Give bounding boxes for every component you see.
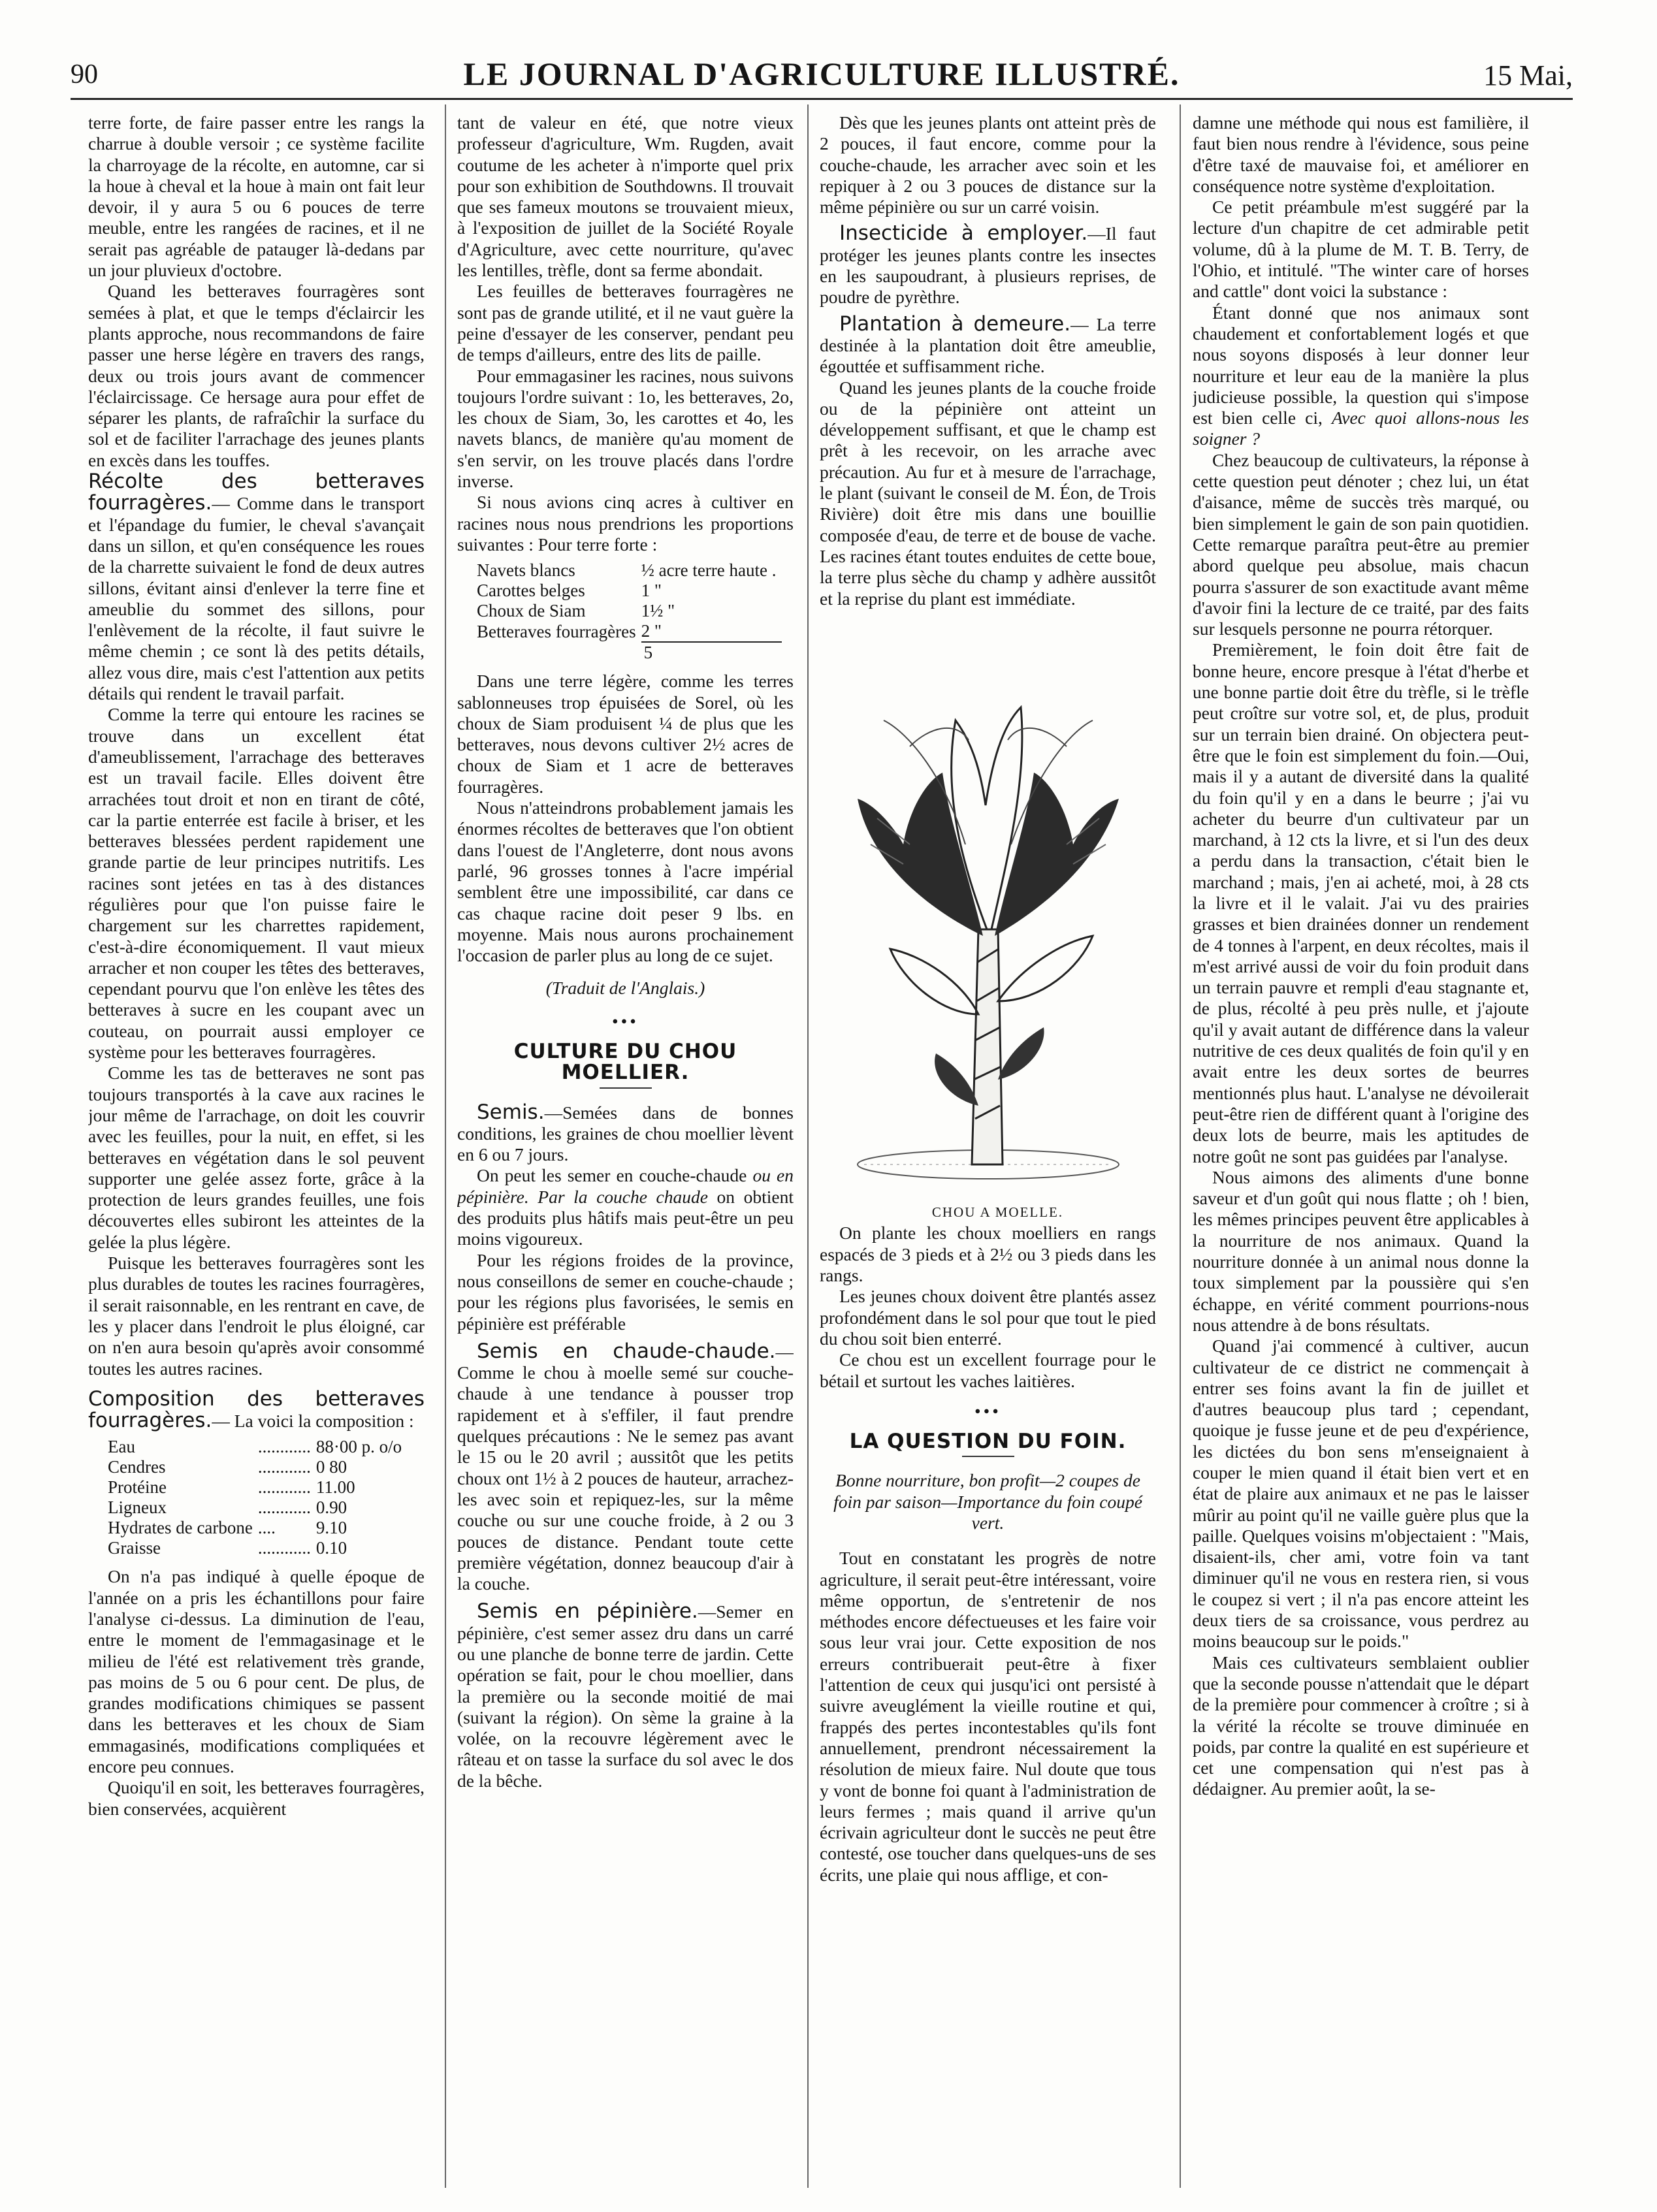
issue-date: 15 Mai,	[1483, 59, 1573, 91]
column-rule-3	[1180, 104, 1181, 2188]
paragraph: Les jeunes choux doivent être plantés assez profondément dans le sol pour que tout le pied du chou soit bien enterré.	[820, 1286, 1156, 1349]
paragraph-italic: Avec quoi allons-nous les soigner ?	[1193, 408, 1529, 449]
paragraph: Quand les betteraves fourragères sont semées à plat, et que le temps d'éclaircir les plants approche, nous recommandons de faire passer une herse légère en travers des rangs, deux ou trois jours avant de commencer l'éclaircissage. Ce hersage aura pour effet de séparer les plants, de rafraîchir la surface du sol et de faciliter l'arrachage des jeunes plants en excès dans les touffes.	[88, 281, 425, 470]
paragraph: — La voici la composition :	[212, 1411, 414, 1432]
section-ornament: •••	[612, 1010, 639, 1031]
page-number: 90	[71, 59, 98, 89]
column-1	[88, 112, 425, 2186]
section-heading: Plantation à demeure.	[839, 312, 1071, 336]
paragraph: Dès que les jeunes plants ont atteint près de 2 pouces, il faut encore, comme pour la couche-chaude, les arracher avec soin et les repiquer à 2 ou 3 pouces de distance sur la même pépinière ou sur un carré voisin.	[820, 112, 1156, 217]
paragraph: tant de valeur en été, que notre vieux professeur d'agriculture, Wm. Rugden, avait coutume de les acheter à n'importe quel prix pour son exhibition de Southdowns. Il trouvait que ses fameux moutons se trouvaient mieux, à l'exposition de juillet de la Société Royale d'Agriculture, avec cette nourriture, qu'avec les lentilles, trèfle, dont sa ferme abondait.	[457, 112, 794, 281]
paragraph: terre forte, de faire passer entre les rangs la charrue à double versoir ; ce système facilite la charroyage de la récolte, en automne, car si la houe à cheval et la houe à main ont fait leur devoir, il y aura 5 ou 6 pouces de terre meuble, entre les rangées de racines, et il ne serait pas agréable de patauger là-dedans par un jour pluvieux d'octobre.	[88, 112, 425, 281]
table-row: Hydrates de carbone .... 9.10	[108, 1518, 407, 1538]
page-header	[71, 55, 1573, 101]
table-row: Protéine ............ 11.00	[108, 1477, 407, 1498]
paragraph: Comme la terre qui entoure les racines se trouve dans un excellent état d'ameublissement, l'arrachage des betteraves est un travail facile. Elles doivent être arrachées tout droit et non en tirant de côté, car la partie enterrée est facile à briser, et les betteraves blessées perdent rapidement une grande partie de leur principes nutritifs. Les racines sont jetées en tas à des distances régulières pour que l'on puisse faire le chargement sur les charrettes rapidement, c'est-à-dire économiquement. Il vaut mieux arracher et non couper les têtes des betteraves, cependant pourvu que l'on enlève les têtes des betteraves à sucre en les coupant avec un couteau, on pourrait aussi employer ce système pour les betteraves fourragères.	[88, 704, 425, 1063]
table-row	[477, 621, 782, 642]
table-cell: Cendres	[108, 1457, 166, 1477]
table-cell: Protéine	[108, 1477, 167, 1498]
paragraph: —Semées dans de bonnes conditions, les graines de chou moellier lèvent en 6 ou 7 jours.	[457, 1102, 794, 1165]
table-row: Cendres ............ 0 80	[108, 1457, 407, 1477]
title-rule	[600, 1087, 652, 1089]
column-2	[457, 112, 794, 2186]
paragraph: Ce petit préambule m'est suggéré par la lecture d'un chapitre de cet admirable petit volume, dû à la plume de M. T. B. Terry, de l'Ohio, et intitulé. "The winter care of horses and cattle" dont voici la substance :	[1193, 197, 1529, 302]
paragraph: — Comme dans le transport et l'épandage du fumier, le cheval s'avançait dans un sillon, et qu'en conséquence les roues de la charrette suivaient le fond de deux autres sillons, évitant ainsi d'enlever la terre fine et ameublie du sommet des sillons, pour l'enlèvement de la récolte, il faut suivre le même chemin ; ce sont là des petits détails, allez vous dire, mais c'est l'attention aux petits détails qui rendent le travail parfait.	[88, 493, 425, 704]
table-cell: Graisse	[108, 1538, 161, 1558]
paragraph: Quand j'ai commencé à cultiver, aucun cultivateur de ce district ne commençait à entrer ses foins avant la fin de juillet et d'autres beaucoup plus tard ; cependant, quoique je fusse jeune et de peu d'expérience, les dictées du bon sens m'enseignaient à couper le mien quand il était bien vert et en état de plaire aux animaux et ne pas le laisser mûrir au point qu'il ne vaille guère plus que la paille. Quelques voisins m'objectaient : "Mais, disaient-ils, cher ami, votre foin va tant diminuer qu'il ne vous en restera rien, si vous le coupez si vert ; il n'a pas encore atteint les deux tiers de sa croissance, vous perdrez au moins beaucoup sur le poids."	[1193, 1336, 1529, 1652]
table-cell: Hydrates de carbone	[108, 1518, 253, 1538]
paragraph: Si nous avions cinq acres à cultiver en racines nous nous prendrions les proportions suivantes : Pour terre forte :	[457, 492, 794, 554]
article-title: CULTURE DU CHOU MOELLIER.	[513, 1039, 737, 1085]
table-total: 5	[641, 642, 782, 663]
composition-table	[108, 1437, 407, 1558]
paragraph: — La terre destinée à la plantation doit être ameublie, égouttée et suffisamment riche.	[820, 313, 1156, 377]
paragraph: Tout en constatant les progrès de notre agriculture, il serait peut-être intéressant, voire même opportun, de s'entretenir de nos méthodes encore défectueuses et les faire voir sous leur vrai jour. Cette exposition de nos erreurs contribuerait peut-être à fixer l'attention de ceux qui jusqu'ici ont persisté à suivre aveuglément la vieille routine et qui, frappés des pertes incontestables qu'ils font annuellement, prendront nécessairement la résolution de mieux faire. Nul doute que tous y vont de bonne foi quant à l'administration de leurs fermes ; mais quand il arrive qu'un écrivain agriculteur dont le succès ne peut être contesté, ose toucher dans quelques-uns de ses écrits, une plaie qui nous afflige, et con-	[820, 1548, 1156, 1885]
title-rule	[962, 1456, 1014, 1457]
crops-table	[477, 560, 782, 663]
paragraph: on obtient des produits plus hâtifs mais peut-être un peu moins vigoureux.	[457, 1186, 794, 1249]
table-cell: Betteraves fourragères	[477, 621, 636, 641]
paragraph: Quoiqu'il en soit, les betteraves fourragères, bien conservées, acquièrent	[88, 1777, 425, 1819]
table-row: Eau ............ 88·00 p. o/o	[108, 1437, 407, 1457]
paragraph: —Comme le chou à moelle semé sur couche-chaude à une tendance à pousser trop rapidement et à s'effiler, il faut prendre quelques précautions : Ne le semez pas avant le 15 ou le 20 avril ; aussitôt que les petits choux ont 1½ à 2 pouces de hauteur, arrachez-les avec soin et repiquez-les, sur la même couche ou sur une couche froide, à 2 ou 3 pouces de distance. Pendant toute cette première végétation, donnez beaucoup d'air à la couche.	[457, 1341, 794, 1594]
table-cell: 1 "	[641, 581, 662, 601]
paragraph: On peut les semer en couche-chaude	[477, 1165, 753, 1186]
cabbage-illustration	[820, 649, 1156, 1189]
table-cell: 0.90	[315, 1498, 347, 1518]
paragraph: Nous aimons des aliments d'une bonne saveur et d'un goût qui nous flatte ; oh ! bien, les mêmes principes peuvent être applicables à la nourriture de nos animaux. Quand la nourriture donnée à un animal nous donne la toux simplement par la poussière qui s'en échappe, en vérité comment pourrions-nous nous attendre à de bons résultats.	[1193, 1166, 1529, 1335]
paragraph: On n'a pas indiqué à quelle époque de l'année on a pris les échantillons pour faire l'analyse ci-dessus. La diminution de l'eau, entre le moment de l'emmagasinage et le milieu de l'été est relativement très grande, pas moins de 5 ou 6 pour cent. De plus, de grandes modifications chimiques se passent dans les betteraves et les choux de Siam emmagasinés, modifications compliquées et encore peu connues.	[88, 1566, 425, 1777]
paragraph: Étant donné que nos animaux sont chaudement et confortablement logés et que nous soyons disposés à leur donner leur nourriture et leur eau de la manière la plus judicieuse possible, la question qui s'impose est bien celle ci,	[1193, 302, 1529, 428]
paragraph: Ce chou est un excellent fourrage pour le bétail et surtout les vaches laitières.	[820, 1349, 1156, 1391]
table-cell: 88·00 p. o/o	[315, 1437, 402, 1457]
section-heading: Récolte des betteraves fourragères.	[88, 470, 425, 515]
article-title: LA QUESTION DU FOIN.	[849, 1430, 1127, 1454]
table-row: Graisse ............ 0.10	[108, 1538, 407, 1558]
paragraph: Dans une terre légère, comme les terres sablonneuses trop épuisées de Sorel, où les choux de Siam produisent ¼ de plus que les betteraves, nous devons cultiver 2½ acres de choux de Siam et 1 acre de betteraves fourragères.	[457, 671, 794, 797]
translation-note: (Traduit de l'Anglais.)	[545, 978, 705, 999]
table-cell: Choux de Siam	[477, 601, 586, 621]
column-4	[1193, 112, 1529, 2186]
journal-title: LE JOURNAL D'AGRICULTURE ILLUSTRÉ.	[463, 56, 1180, 92]
cabbage-plant-image	[831, 649, 1145, 1184]
column-rule-1	[445, 104, 446, 2188]
table-cell: 2 "	[641, 621, 662, 641]
paragraph: Puisque les betteraves fourragères sont les plus durables de toutes les racines fourragères, il serait raisonnable, en les rentrant en cave, de les y placer dans l'endroit le plus éloigné, car on n'en aura besoin qu'après avoir consommé toutes les autres racines.	[88, 1253, 425, 1379]
figure-caption: CHOU A MOELLE.	[931, 1204, 1064, 1221]
paragraph: Nous n'atteindrons probablement jamais les énormes récoltes de betteraves que l'on obtient dans l'ouest de l'Angleterre, dont nous avons parlé, 96 grosses tonnes à l'acre impérial semblent être une impossibilité, car dans ce cas chaque racine doit peser 9 lbs. en moyenne. Mais nous aurons prochainement l'occasion de parler plus au long de ce sujet.	[457, 797, 794, 966]
paragraph: —Il faut protéger les jeunes plants contre les insectes en les saupoudrant, à plusieurs reprises, de poudre de pyrèthre.	[820, 223, 1156, 308]
table-cell: Carottes belges	[477, 581, 585, 601]
column-3	[820, 112, 1156, 2186]
paragraph: Comme les tas de betteraves ne sont pas toujours transportés à la cave aux racines le jour même de l'arrachage, on doit les couvrir avec les feuilles, pour la nuit, en effet, si les betteraves en végétation dans le sol peuvent supporter une gelée assez forte, grâce à la protection de leurs grandes feuilles, une fois découvertes elles subiront les atteintes de la gelée la plus légère.	[88, 1063, 425, 1252]
table-row	[477, 642, 782, 663]
table-cell: 1½ "	[641, 601, 675, 621]
table-cell: 9.10	[315, 1518, 347, 1538]
table-cell: ½ acre terre haute .	[641, 560, 777, 581]
section-heading: Insecticide à employer.	[839, 221, 1088, 246]
section-heading: Semis en chaude-chaude.	[477, 1339, 776, 1363]
section-heading: Semis.	[477, 1100, 545, 1124]
paragraph: Chez beaucoup de cultivateurs, la réponse à cette question peut dénoter ; chez lui, un état d'aisance, même de succès très marqué, ou bien simplement le gain de son pain quotidien. Cette remarque paraîtra peut-être au premier abord quelque peu absolue, mais chacun pourra s'assurer de son exactitude avant même d'avoir fini la lecture de ce traité, par des faits sur lesquels personne ne pourra rétorquer.	[1193, 449, 1529, 639]
paragraph: On plante les choux moelliers en rangs espacés de 3 pieds et à 2½ ou 3 pieds dans les rangs.	[820, 1223, 1156, 1286]
article-subtitle: Bonne nourriture, bon profit—2 coupes de foin par saison—Importance du foin coupé vert.	[833, 1470, 1142, 1533]
section-heading: Semis en pépinière.	[477, 1599, 698, 1624]
table-row: Ligneux ............ 0.90	[108, 1498, 407, 1518]
table-cell: 0.10	[315, 1538, 347, 1558]
table-cell: 11.00	[315, 1477, 355, 1498]
paragraph: Pour emmagasiner les racines, nous suivons toujours l'ordre suivant : 1o, les betteraves, 2o, les choux de Siam, 3o, les carottes et 4o, les navets blancs, de manière qu'au moment de s'en servir, on les trouve placés dans l'ordre inverse.	[457, 365, 794, 492]
table-cell: Ligneux	[108, 1498, 167, 1518]
table-cell: Navets blancs	[477, 560, 575, 581]
header-rule	[71, 98, 1573, 100]
table-row	[477, 560, 782, 581]
paragraph-italic: ou en pépinière. Par la couche chaude	[457, 1165, 794, 1207]
paragraph: Premièrement, le foin doit être fait de bonne heure, encore presque à l'état d'herbe et une bonne partie doit être du trèfle, si le trèfle peut croître sur votre sol, et, de plus, produit sur un terrain bien drainé. On objectera peut-être que le foin est simplement du foin.—Oui, mais il y a autant de diversité dans la qualité du foin qu'il y en a dans le beurre ; j'ai vu acheter du beurre d'un cultivateur par un marchand, à 12 cts la livre, et si l'un des deux a perdu dans la transaction, c'était bien le marchand ; mais, j'en ai acheté, moi, à 28 cts la livre et il le valait. J'ai vu des prairies grasses et bien drainées donner un rendement de 4 tonnes à l'arpent, en deux récoltes, mais il m'est arrivé aussi de voir du foin produit dans un terrain pauvre et rempli d'eau stagnante et, de plus, récolté à peu près nulle, et j'ajoute qu'il y avait autant de différence dans la valeur nutritive de ces deux qualités de foin qu'il y en avait entre les deux sortes de beurres mentionnés plus haut. L'analyse ne dévoilerait peut-être rien de différent quant à l'origine des deux lots de beurre, mais les aptitudes de notre goût ne sont pas guidées par l'analyse.	[1193, 639, 1529, 1166]
section-heading: Composition des betteraves fourragères.	[88, 1387, 425, 1433]
paragraph: Pour les régions froides de la province, nous conseillons de semer en couche-chaude ; pour les régions plus favorisées, le semis en pépinière est préférable	[457, 1249, 794, 1334]
table-row	[477, 601, 782, 621]
column-rule-2	[807, 104, 809, 2188]
table-cell: 0 80	[315, 1457, 347, 1477]
paragraph: damne une méthode qui nous est familière, il faut bien nous rendre à l'évidence, sous peine d'être taxé de mauvaise foi, et améliorer en conséquence notre système d'exploitation.	[1193, 112, 1529, 196]
paragraph: —Semer en pépinière, c'est semer assez dru dans un carré ou une planche de bonne terre de jardin. Cette opération se fait, pour le chou moellier, dans la première ou la seconde moitié de mai (suivant la région). On sème la graine à la volée, on la recouvre légèrement avec le râteau et on tasse la surface du sol avec le dos de la bêche.	[457, 1601, 794, 1791]
table-row	[477, 581, 782, 601]
section-ornament: •••	[974, 1400, 1001, 1421]
paragraph: Quand les jeunes plants de la couche froide ou de la pépinière ont atteint un développement suffisant, et que le champ est prêt à les recevoir, on les arrache avec précaution. Au fur et à mesure de l'arrachage, le plant (suivant le conseil de M. Éon, de Trois Rivière) doit être mis dans une bouillie composée d'eau, de terre et de bouse de vache. Les racines étant toutes enduites de cette boue, la terre plus sèche du champ y adhère aussitôt et la reprise du plant est immédiate.	[820, 377, 1156, 609]
paragraph: Mais ces cultivateurs semblaient oublier que la seconde pousse n'attendait que le départ de la première pour commencer à croître ; si à la vérité la récolte se trouve diminuée en poids, par contre la qualité en est supérieure et cet une compensation qui n'est pas à dédaigner. Au premier août, la se-	[1193, 1652, 1529, 1799]
table-cell: Eau	[108, 1437, 135, 1457]
paragraph: Les feuilles de betteraves fourragères ne sont pas de grande utilité, et il ne vaut guère la peine d'essayer de les conserver, pendant peu de temps d'ailleurs, entre des lits de paille.	[457, 281, 794, 365]
